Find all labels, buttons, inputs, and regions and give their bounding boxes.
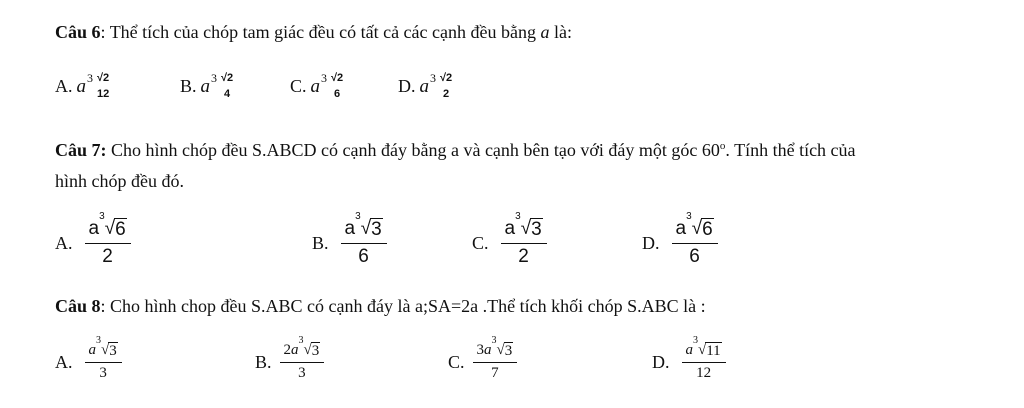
q7-option-c[interactable]: C. a 3 √ 3 2 — [472, 218, 547, 268]
q7-option-d[interactable]: D. a 3 √ 6 6 — [642, 218, 718, 268]
question-7-text: Cho hình chóp đều S.ABCD có cạnh đáy bằng a và cạnh bên tạo với đáy một góc 60 — [106, 140, 720, 160]
q7-option-a[interactable]: A. a 3 √ 6 2 — [55, 218, 131, 268]
question-6-end: là: — [549, 22, 572, 42]
q6-option-a[interactable]: A. a 3 √2 12 — [55, 71, 110, 100]
question-8-label: Câu 8 — [55, 296, 101, 316]
q6-option-d[interactable]: D. a 3 √2 2 — [398, 71, 453, 100]
q6-option-c[interactable]: C. a 3 √2 6 — [290, 71, 344, 100]
question-6 — [55, 18, 572, 46]
question-8-text: : Cho hình chop đều S.ABC có cạnh đáy là a;SA=2a .Thể tích khối chóp S.ABC là : — [100, 296, 706, 316]
question-8 — [55, 292, 706, 320]
question-7 — [55, 136, 856, 195]
q8-option-b[interactable]: B. 2 a 3 √ 3 3 — [255, 342, 324, 382]
q8-option-d[interactable]: D. a 3 √ 11 12 — [652, 342, 726, 382]
q8-option-a[interactable]: A. a 3 √ 3 3 — [55, 342, 122, 382]
question-6-var: a — [540, 22, 550, 42]
q6-option-b[interactable]: B. a 3 √2 4 — [180, 71, 234, 100]
question-6-label: Câu 6 — [55, 22, 101, 42]
question-6-text: : Thể tích của chóp tam giác đều có tất cả các cạnh đều bằng — [100, 22, 541, 42]
q7-option-b[interactable]: B. a 3 √ 3 6 — [312, 218, 387, 268]
question-7-label: Câu 7: — [55, 140, 107, 160]
degree-symbol: o — [719, 140, 726, 152]
question-7-text2: . Tính thể tích của — [725, 140, 856, 160]
question-7-line2: hình chóp đều đó. — [55, 171, 184, 191]
q8-option-c[interactable]: C. 3 a 3 √ 3 7 — [448, 342, 517, 382]
